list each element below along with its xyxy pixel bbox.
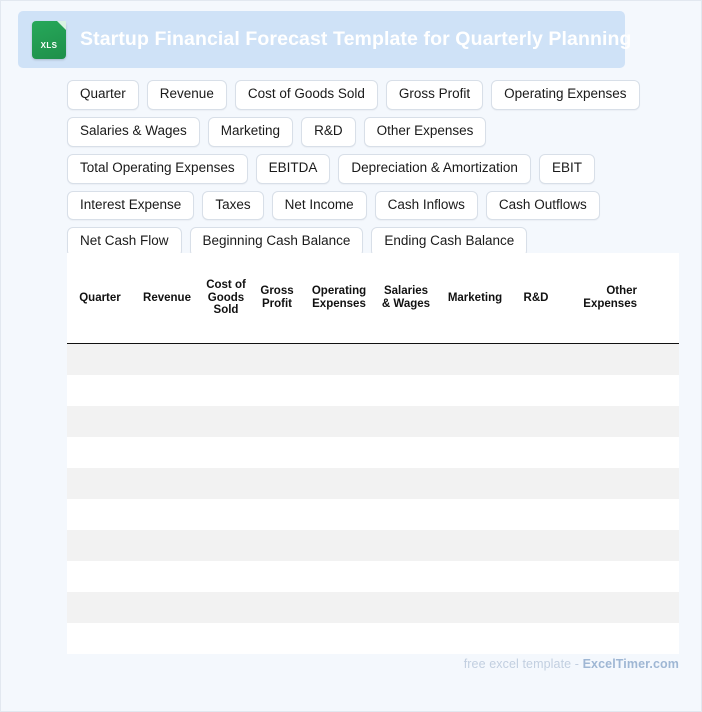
table-cell[interactable] bbox=[201, 468, 251, 499]
table-cell[interactable] bbox=[559, 375, 645, 406]
table-row[interactable] bbox=[67, 406, 679, 437]
table-row[interactable] bbox=[67, 437, 679, 468]
table-cell[interactable] bbox=[437, 468, 513, 499]
column-header-gross-profit: Gross Profit bbox=[251, 253, 303, 344]
table-cell[interactable] bbox=[251, 499, 303, 530]
table-cell[interactable] bbox=[251, 344, 303, 376]
table-cell[interactable] bbox=[437, 406, 513, 437]
column-header-salaries-wages: Salaries & Wages bbox=[375, 253, 437, 344]
table-cell[interactable] bbox=[133, 530, 201, 561]
field-chip[interactable]: Marketing bbox=[208, 117, 293, 147]
field-chip[interactable]: Total Operating Expenses bbox=[67, 154, 248, 184]
table-cell[interactable] bbox=[67, 530, 133, 561]
field-chip[interactable]: Operating Expenses bbox=[491, 80, 639, 110]
table-cell[interactable] bbox=[67, 623, 133, 654]
table-cell[interactable] bbox=[251, 592, 303, 623]
table-cell[interactable] bbox=[437, 561, 513, 592]
table-cell[interactable] bbox=[375, 592, 437, 623]
table-cell[interactable] bbox=[375, 375, 437, 406]
table-cell[interactable] bbox=[437, 530, 513, 561]
table-row[interactable] bbox=[67, 530, 679, 561]
table-cell[interactable] bbox=[67, 561, 133, 592]
table-cell[interactable] bbox=[303, 561, 375, 592]
table-cell-spacer bbox=[645, 437, 679, 468]
table-cell[interactable] bbox=[201, 623, 251, 654]
table-cell[interactable] bbox=[201, 406, 251, 437]
table-cell-spacer bbox=[645, 375, 679, 406]
table-row[interactable] bbox=[67, 468, 679, 499]
table-cell[interactable] bbox=[133, 344, 201, 376]
table-cell[interactable] bbox=[251, 530, 303, 561]
table-cell[interactable] bbox=[251, 623, 303, 654]
table-cell[interactable] bbox=[251, 406, 303, 437]
table-cell[interactable] bbox=[133, 499, 201, 530]
table-cell[interactable] bbox=[201, 592, 251, 623]
column-header-spacer bbox=[645, 253, 679, 344]
table-cell[interactable] bbox=[201, 530, 251, 561]
field-chip-list bbox=[67, 80, 645, 257]
column-header-rd: R&D bbox=[513, 253, 559, 344]
table-cell[interactable] bbox=[375, 437, 437, 468]
table-cell[interactable] bbox=[133, 623, 201, 654]
table-cell[interactable] bbox=[513, 592, 559, 623]
table-cell-spacer bbox=[645, 406, 679, 437]
table-cell[interactable] bbox=[133, 437, 201, 468]
table-cell[interactable] bbox=[303, 375, 375, 406]
field-chip[interactable]: Taxes bbox=[202, 191, 263, 221]
table-row[interactable] bbox=[67, 623, 679, 654]
table-cell[interactable] bbox=[559, 530, 645, 561]
field-chip[interactable]: Depreciation & Amortization bbox=[338, 154, 531, 184]
table-cell[interactable] bbox=[303, 344, 375, 376]
field-chip[interactable]: Cash Inflows bbox=[375, 191, 478, 221]
table-cell[interactable] bbox=[303, 623, 375, 654]
table-cell-spacer bbox=[645, 623, 679, 654]
forecast-table-wrapper bbox=[67, 253, 679, 654]
table-cell[interactable] bbox=[513, 623, 559, 654]
table-cell[interactable] bbox=[513, 375, 559, 406]
field-chip[interactable]: EBIT bbox=[539, 154, 595, 184]
field-chip[interactable]: Revenue bbox=[147, 80, 227, 110]
table-cell[interactable] bbox=[513, 530, 559, 561]
table-cell[interactable] bbox=[513, 406, 559, 437]
table-cell[interactable] bbox=[133, 406, 201, 437]
field-chip[interactable]: Salaries & Wages bbox=[67, 117, 200, 147]
table-cell[interactable] bbox=[513, 561, 559, 592]
field-chip[interactable]: Net Cash Flow bbox=[67, 227, 182, 257]
table-cell[interactable] bbox=[303, 406, 375, 437]
table-cell[interactable] bbox=[375, 623, 437, 654]
table-cell[interactable] bbox=[133, 592, 201, 623]
table-cell[interactable] bbox=[251, 468, 303, 499]
table-cell[interactable] bbox=[559, 437, 645, 468]
table-cell[interactable] bbox=[67, 375, 133, 406]
column-header-marketing: Marketing bbox=[437, 253, 513, 344]
table-cell[interactable] bbox=[303, 468, 375, 499]
table-cell[interactable] bbox=[559, 499, 645, 530]
field-chip[interactable]: Quarter bbox=[67, 80, 139, 110]
table-cell[interactable] bbox=[67, 468, 133, 499]
page-title: Startup Financial Forecast Template for Quarterly Planning bbox=[80, 28, 632, 50]
table-cell[interactable] bbox=[201, 375, 251, 406]
field-chip[interactable]: EBITDA bbox=[256, 154, 331, 184]
table-row[interactable] bbox=[67, 375, 679, 406]
table-cell[interactable] bbox=[67, 437, 133, 468]
xls-icon-label: XLS bbox=[40, 40, 58, 50]
column-header-quarter: Quarter bbox=[67, 253, 133, 344]
table-cell-spacer bbox=[645, 561, 679, 592]
table-cell[interactable] bbox=[437, 437, 513, 468]
table-cell[interactable] bbox=[437, 623, 513, 654]
table-row[interactable] bbox=[67, 561, 679, 592]
table-cell[interactable] bbox=[559, 406, 645, 437]
table-row[interactable] bbox=[67, 499, 679, 530]
table-cell[interactable] bbox=[559, 344, 645, 376]
table-cell[interactable] bbox=[559, 468, 645, 499]
field-chip[interactable]: Ending Cash Balance bbox=[371, 227, 527, 257]
table-cell-spacer bbox=[645, 592, 679, 623]
table-cell[interactable] bbox=[437, 375, 513, 406]
table-cell[interactable] bbox=[201, 561, 251, 592]
table-cell[interactable] bbox=[559, 561, 645, 592]
table-header-row bbox=[67, 253, 679, 344]
xls-file-icon bbox=[32, 21, 66, 59]
table-cell[interactable] bbox=[559, 592, 645, 623]
table-cell-spacer bbox=[645, 530, 679, 561]
field-chip[interactable]: Interest Expense bbox=[67, 191, 194, 221]
table-cell[interactable] bbox=[303, 592, 375, 623]
table-cell-spacer bbox=[645, 499, 679, 530]
table-cell[interactable] bbox=[513, 437, 559, 468]
table-cell[interactable] bbox=[437, 499, 513, 530]
field-chip[interactable]: R&D bbox=[301, 117, 356, 147]
table-cell-spacer bbox=[645, 344, 679, 376]
table-cell[interactable] bbox=[67, 499, 133, 530]
field-chip[interactable]: Gross Profit bbox=[386, 80, 483, 110]
table-cell[interactable] bbox=[375, 561, 437, 592]
column-header-operating-expenses: Operating Expenses bbox=[303, 253, 375, 344]
table-cell[interactable] bbox=[67, 406, 133, 437]
table-cell[interactable] bbox=[133, 375, 201, 406]
forecast-table bbox=[67, 253, 679, 654]
document-header bbox=[18, 11, 632, 68]
table-cell[interactable] bbox=[67, 344, 133, 376]
table-cell[interactable] bbox=[303, 530, 375, 561]
table-cell[interactable] bbox=[375, 406, 437, 437]
column-header-cost-of-goods-sold: Cost of Goods Sold bbox=[201, 253, 251, 344]
field-chip[interactable]: Net Income bbox=[272, 191, 367, 221]
table-cell[interactable] bbox=[375, 530, 437, 561]
table-cell[interactable] bbox=[437, 592, 513, 623]
table-cell[interactable] bbox=[251, 375, 303, 406]
column-header-other-expenses: Other Expenses bbox=[559, 253, 645, 344]
table-cell[interactable] bbox=[559, 623, 645, 654]
footer-text: free excel template - bbox=[463, 657, 580, 671]
field-chip[interactable]: Other Expenses bbox=[364, 117, 487, 147]
table-cell[interactable] bbox=[133, 468, 201, 499]
table-cell[interactable] bbox=[375, 344, 437, 376]
table-cell[interactable] bbox=[251, 437, 303, 468]
table-body bbox=[67, 344, 679, 655]
table-cell[interactable] bbox=[67, 592, 133, 623]
field-chip[interactable]: Cash Outflows bbox=[486, 191, 600, 221]
table-cell-spacer bbox=[645, 468, 679, 499]
field-chip[interactable]: Cost of Goods Sold bbox=[235, 80, 378, 110]
table-cell[interactable] bbox=[513, 344, 559, 376]
table-row[interactable] bbox=[67, 592, 679, 623]
table-cell[interactable] bbox=[375, 499, 437, 530]
table-cell[interactable] bbox=[251, 561, 303, 592]
table-cell[interactable] bbox=[201, 344, 251, 376]
table-cell[interactable] bbox=[513, 468, 559, 499]
table-cell[interactable] bbox=[201, 499, 251, 530]
table-cell[interactable] bbox=[513, 499, 559, 530]
field-chip[interactable]: Beginning Cash Balance bbox=[190, 227, 364, 257]
table-row[interactable] bbox=[67, 344, 679, 376]
footer-brand[interactable]: ExcelTimer.com bbox=[582, 657, 679, 671]
table-cell[interactable] bbox=[303, 437, 375, 468]
table-cell[interactable] bbox=[375, 468, 437, 499]
table-cell[interactable] bbox=[437, 344, 513, 376]
table-cell[interactable] bbox=[133, 561, 201, 592]
footer-credit bbox=[464, 657, 679, 671]
table-cell[interactable] bbox=[303, 499, 375, 530]
table-cell[interactable] bbox=[201, 437, 251, 468]
column-header-revenue: Revenue bbox=[133, 253, 201, 344]
